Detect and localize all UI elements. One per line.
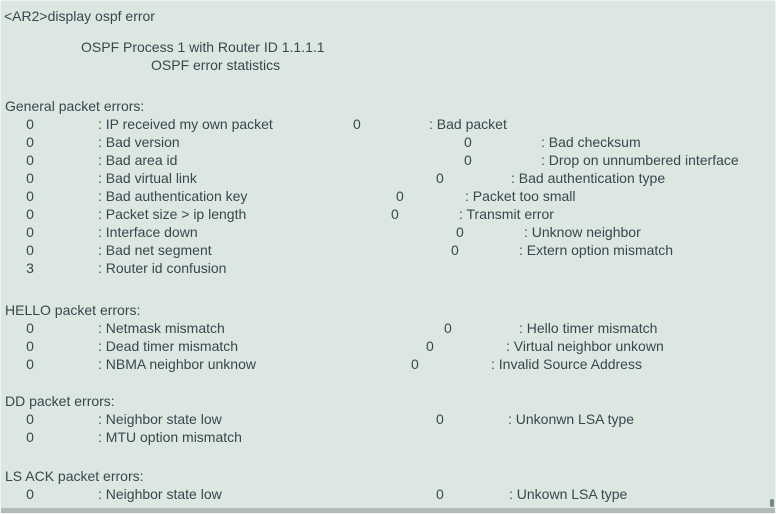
error-count: 0 <box>464 134 472 150</box>
error-label: : Unkonwn LSA type <box>508 411 635 427</box>
error-count: 0 <box>396 188 404 204</box>
error-count: 0 <box>426 338 434 354</box>
ospf-statistics-header: OSPF error statistics <box>151 57 281 73</box>
error-count: 0 <box>26 188 34 204</box>
error-count: 0 <box>26 429 34 445</box>
section-title: DD packet errors: <box>5 393 115 409</box>
error-row <box>1 356 775 374</box>
error-label: : Bad authentication type <box>511 170 666 186</box>
error-row <box>1 134 775 152</box>
error-count: 3 <box>26 260 34 276</box>
error-label: : NBMA neighbor unknow <box>98 356 256 372</box>
error-label: : Bad packet <box>429 116 507 132</box>
error-count: 0 <box>436 170 444 186</box>
error-label: : Bad version <box>98 134 180 150</box>
error-row <box>1 320 775 338</box>
error-label: : Packet size > ip length <box>98 206 247 222</box>
error-count: 0 <box>26 116 34 132</box>
section-title: HELLO packet errors: <box>5 302 141 318</box>
error-count: 0 <box>451 242 459 258</box>
section-title: General packet errors: <box>5 98 145 114</box>
error-label: : Interface down <box>98 224 198 240</box>
error-row <box>1 170 775 188</box>
error-count: 0 <box>456 224 464 240</box>
error-label: : Netmask mismatch <box>98 320 225 336</box>
error-count: 0 <box>436 411 444 427</box>
error-count: 0 <box>26 356 34 372</box>
error-count: 0 <box>26 411 34 427</box>
error-row <box>1 188 775 206</box>
error-label: : Neighbor state low <box>98 486 222 502</box>
command-prompt-line: <AR2>display ospf error <box>4 8 155 24</box>
error-count: 0 <box>26 224 34 240</box>
error-label: : Drop on unnumbered interface <box>541 152 739 168</box>
error-count: 0 <box>436 486 444 502</box>
error-count: 0 <box>353 116 361 132</box>
error-row <box>1 242 775 260</box>
error-label: : Virtual neighbor unkown <box>506 338 664 354</box>
error-count: 0 <box>26 486 34 502</box>
error-label: : Router id confusion <box>98 260 227 276</box>
error-label: : Bad checksum <box>541 134 641 150</box>
error-row <box>1 260 775 278</box>
error-count: 0 <box>391 206 399 222</box>
error-row <box>1 411 775 429</box>
error-count: 0 <box>444 320 452 336</box>
error-row <box>1 206 775 224</box>
error-label: : Bad authentication key <box>98 188 248 204</box>
error-row <box>1 486 775 504</box>
error-label: : Dead timer mismatch <box>98 338 239 354</box>
error-label: : Neighbor state low <box>98 411 222 427</box>
error-label: : Packet too small <box>465 188 576 204</box>
error-label: : Bad net segment <box>98 242 212 258</box>
error-count: 0 <box>411 356 419 372</box>
error-label: : Extern option mismatch <box>519 242 674 258</box>
bottom-strip <box>1 508 775 513</box>
error-row <box>1 338 775 356</box>
error-label: : Hello timer mismatch <box>519 320 658 336</box>
error-row <box>1 224 775 242</box>
error-count: 0 <box>26 170 34 186</box>
error-row <box>1 152 775 170</box>
error-label: : Bad area id <box>98 152 178 168</box>
error-count: 0 <box>26 134 34 150</box>
error-label: : IP received my own packet <box>98 116 273 132</box>
error-row <box>1 429 775 447</box>
error-label: : Invalid Source Address <box>491 356 642 372</box>
error-label: : Unkown LSA type <box>509 486 628 502</box>
error-label: : MTU option mismatch <box>98 429 242 445</box>
error-count: 0 <box>464 152 472 168</box>
section-title: LS ACK packet errors: <box>5 468 144 484</box>
ospf-process-header: OSPF Process 1 with Router ID 1.1.1.1 <box>81 39 325 55</box>
error-count: 0 <box>26 152 34 168</box>
error-count: 0 <box>26 242 34 258</box>
error-label: : Transmit error <box>459 206 554 222</box>
error-row <box>1 116 775 134</box>
error-count: 0 <box>26 338 34 354</box>
error-label: : Bad virtual link <box>98 170 197 186</box>
error-count: 0 <box>26 206 34 222</box>
corner-artifact <box>770 499 774 507</box>
error-count: 0 <box>26 320 34 336</box>
error-label: : Unknow neighbor <box>524 224 641 240</box>
